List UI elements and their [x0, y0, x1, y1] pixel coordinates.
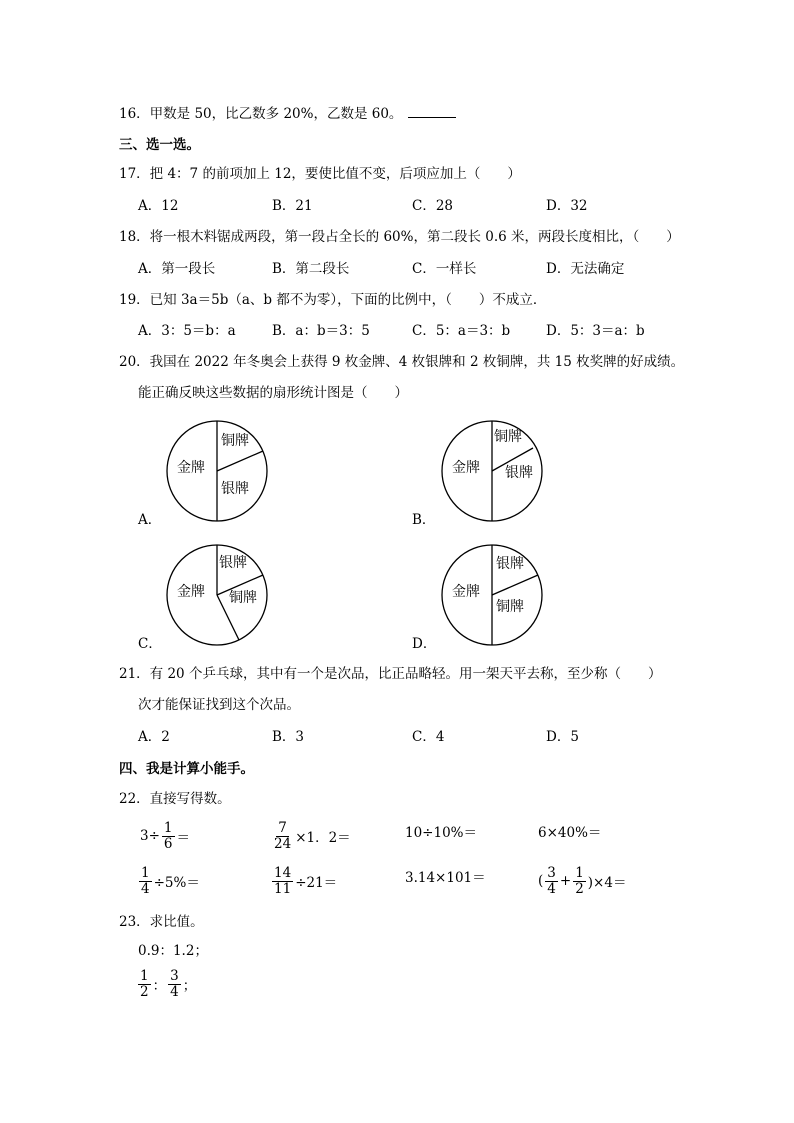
denominator: 4	[141, 880, 150, 897]
q20-option-b[interactable]: B．	[412, 512, 436, 528]
calc-item-1	[140, 817, 190, 855]
q17-option-a[interactable]: A．12	[138, 198, 179, 214]
q18-stem: 18．将一根木料锯成两段，第一段占全长的 60%，第二段长 0.6 米，两段长度相比，（ ）	[119, 229, 680, 245]
bronze-label: 铜牌	[496, 599, 524, 615]
numerator: 1	[141, 864, 150, 881]
q23-stem: 23．求比值。	[119, 914, 204, 930]
silver-label: 银牌	[496, 556, 524, 572]
expr-text: +	[559, 873, 572, 889]
denominator: 4	[547, 880, 556, 897]
q20-option-d[interactable]: D．	[412, 636, 437, 652]
q18-option-d[interactable]: D．无法确定	[546, 261, 625, 277]
q20-stem-line2: 能正确反映这些数据的扇形统计图是（ ）	[138, 385, 408, 401]
q23-item-b	[136, 965, 196, 1003]
calc-item-6	[270, 862, 337, 900]
expr-text: ÷21＝	[295, 875, 338, 891]
fraction	[138, 969, 151, 1000]
numerator: 1	[163, 819, 173, 836]
answer-blank[interactable]	[408, 105, 456, 118]
q22-stem: 22．直接写得数。	[119, 791, 231, 807]
expr-text: (	[538, 873, 544, 889]
silver-label: 银牌	[505, 465, 533, 481]
silver-label: 银牌	[221, 481, 249, 497]
gold-label: 金牌	[452, 584, 480, 600]
section-4-title: 四、我是计算小能手。	[119, 761, 254, 777]
q21-option-b[interactable]: B．3	[272, 729, 305, 745]
denominator: 4	[170, 983, 179, 1000]
q19-option-d[interactable]: D．5：3＝a：b	[546, 323, 645, 339]
numerator: 1	[140, 967, 149, 984]
expr-text: 3÷	[140, 828, 160, 844]
expr-text: ；	[182, 978, 197, 994]
q17-stem: 17．把 4：7 的前项加上 12，要使比值不变，后项应加上（ ）	[119, 166, 521, 182]
q21-option-d[interactable]: D．5	[546, 729, 579, 745]
q17-option-c[interactable]: C．28	[412, 198, 454, 214]
pie-chart-a[interactable]	[163, 417, 271, 525]
fraction	[168, 969, 181, 1000]
calc-item-8	[538, 862, 626, 900]
q21-stem-line2: 次才能保证找到这个次品。	[138, 697, 300, 713]
numerator: 14	[274, 864, 292, 881]
numerator: 1	[575, 864, 584, 881]
q20-stem-line1: 20．我国在 2022 年冬奥会上获得 9 枚金牌、4 枚银牌和 2 枚铜牌，共 15 枚奖牌的好成绩。	[119, 354, 685, 370]
numerator: 3	[170, 967, 179, 984]
q16-text: 16．甲数是 50，比乙数多 20%，乙数是 60。	[119, 106, 403, 122]
q20-option-c[interactable]: C．	[138, 636, 162, 652]
q19-option-a[interactable]: A．3：5＝b：a	[138, 323, 236, 339]
numerator: 3	[547, 864, 556, 881]
gold-label: 金牌	[177, 460, 205, 476]
q21-option-a[interactable]: A．2	[138, 729, 170, 745]
q21-option-c[interactable]: C．4	[412, 729, 445, 745]
bronze-label: 铜牌	[494, 429, 522, 445]
pie-chart-b[interactable]	[438, 417, 546, 525]
q23-item-a: 0.9：1.2；	[138, 943, 208, 959]
expr-text: ×1．2＝	[295, 830, 351, 846]
q19-option-c[interactable]: C．5：a＝3：b	[412, 323, 511, 339]
calc-item-4: 6×40%＝	[538, 825, 602, 841]
q19-stem: 19．已知 3a＝5b（a、b 都不为零），下面的比例中，（ ）不成立．	[119, 292, 547, 308]
calc-item-2	[270, 817, 351, 855]
q20-option-a[interactable]: A．	[138, 512, 162, 528]
q21-stem-line1: 21．有 20 个乒乓球，其中有一个是次品，比正品略轻。用一架天平去称，至少称（ ）	[119, 666, 662, 682]
expr-text: ＝	[176, 830, 190, 846]
fraction	[139, 866, 152, 897]
calc-item-7: 3.14×101＝	[405, 870, 486, 886]
calc-item-5	[137, 862, 200, 900]
silver-label: 银牌	[219, 555, 247, 571]
bronze-label: 铜牌	[229, 590, 257, 606]
fraction	[573, 866, 586, 897]
fraction	[272, 866, 293, 897]
expr-text: ：	[152, 978, 167, 994]
q19-option-b[interactable]: B．a：b＝3：5	[272, 323, 370, 339]
q16	[119, 105, 456, 123]
expr-text: )×4＝	[587, 875, 627, 891]
section-3-title: 三、选一选。	[119, 137, 200, 153]
calc-item-3: 10÷10%＝	[405, 825, 477, 841]
fraction	[272, 821, 293, 852]
q17-option-d[interactable]: D．32	[546, 198, 588, 214]
pie-chart-d[interactable]	[438, 541, 546, 649]
denominator: 6	[163, 835, 173, 852]
q18-option-c[interactable]: C．一样长	[412, 261, 477, 277]
pie-chart-c[interactable]	[163, 541, 271, 649]
q17-option-b[interactable]: B．21	[272, 198, 313, 214]
gold-label: 金牌	[452, 460, 480, 476]
gold-label: 金牌	[177, 584, 205, 600]
bronze-label: 铜牌	[221, 433, 249, 449]
denominator: 2	[140, 983, 149, 1000]
q18-option-b[interactable]: B．第二段长	[272, 261, 350, 277]
denominator: 24	[274, 835, 292, 852]
numerator: 7	[278, 819, 287, 836]
expr-text: ÷5%＝	[153, 875, 200, 891]
denominator: 11	[274, 880, 292, 897]
fraction	[162, 821, 175, 852]
fraction	[545, 866, 558, 897]
denominator: 2	[575, 880, 584, 897]
q18-option-a[interactable]: A．第一段长	[138, 261, 216, 277]
